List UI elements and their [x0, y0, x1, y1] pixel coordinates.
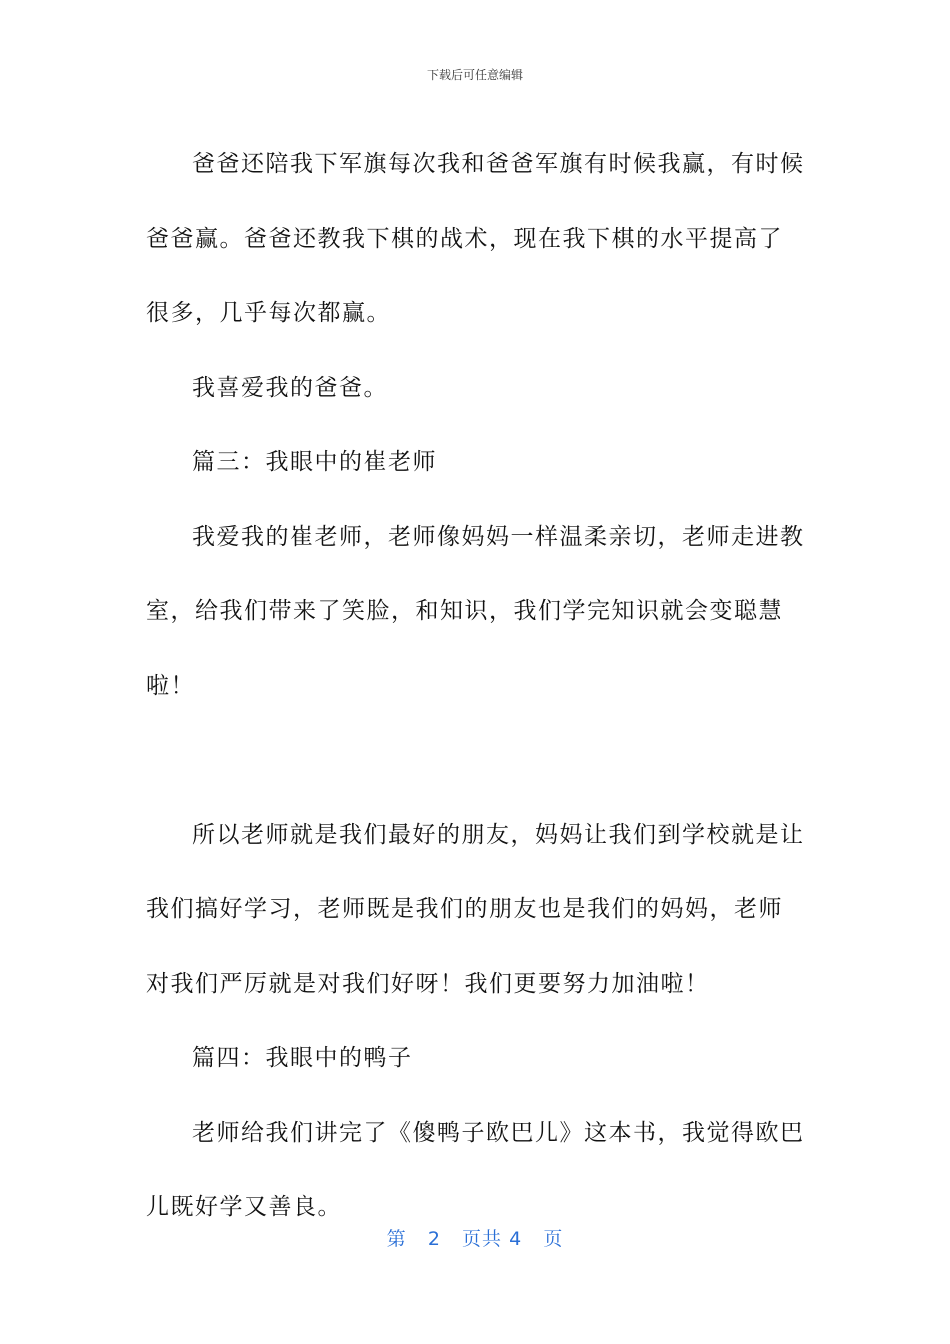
- paragraph-love-father: 我喜爱我的爸爸。: [192, 374, 388, 401]
- page-label-prefix: 第: [386, 1228, 407, 1250]
- document-body: [146, 127, 806, 1245]
- page-label-suffix: 页: [543, 1228, 564, 1250]
- current-page-number: 2: [427, 1228, 441, 1250]
- paragraph-father-chess: 爸爸还陪我下军旗每次我和爸爸军旗有时候我赢，有时候爸爸赢。爸爸还教我下棋的战术，现在我下棋的水平提高了很多，几乎每次都赢。: [146, 151, 805, 326]
- paragraph-spacer: [146, 723, 806, 798]
- section-heading-4: 篇四：我眼中的鸭子: [192, 1045, 413, 1071]
- page-header: 下载后可任意编辑: [426, 68, 523, 82]
- page-label-mid: 页共: [462, 1228, 503, 1250]
- page-footer: [0, 1224, 950, 1251]
- paragraph-teacher-friend: 所以老师就是我们最好的朋友，妈妈让我们到学校就是让我们搞好学习，老师既是我们的朋友也是我们的妈妈，老师对我们严厉就是对我们好呀！我们更要努力加油啦！: [146, 821, 805, 997]
- section-heading-3: 篇三：我眼中的崔老师: [192, 449, 437, 475]
- total-page-number: 4: [509, 1228, 523, 1250]
- paragraph-teacher-cui: 我爱我的崔老师，老师像妈妈一样温柔亲切，老师走进教室，给我们带来了笑脸，和知识，我们学完知识就会变聪慧啦！: [146, 523, 805, 699]
- paragraph-duck-book: 老师给我们讲完了《傻鸭子欧巴儿》这本书，我觉得欧巴儿既好学又善良。: [146, 1119, 805, 1220]
